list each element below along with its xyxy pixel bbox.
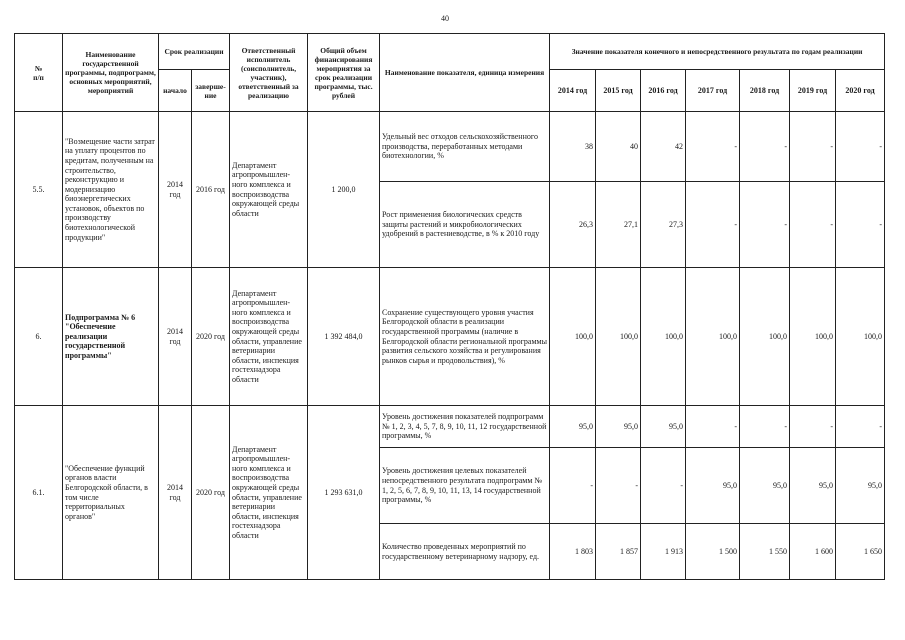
header-year: 2014 год [550,70,596,112]
header-year: 2018 год [740,70,790,112]
indicator-value: 1 600 [790,524,836,580]
header-name: Наименование государственной программы, подпрограмм, основных мероприятий, мероприятий [63,34,159,112]
program-results-table [14,33,885,580]
header-period-start: начало [159,70,192,112]
indicator-value: - [686,406,740,448]
row-funding: 1 392 484,0 [308,268,380,406]
indicator-value: 95,0 [641,406,686,448]
indicator-value: 1 803 [550,524,596,580]
row-num: 5.5. [15,112,63,268]
indicator-name: Уровень достижения целевых показателей непосредственного результата подпрограмм № 1, 2, 5, 6, 7, 8, 9, 10, 11, 13, 14 государственной программы, % [380,448,550,524]
row-end: 2016 год [192,112,230,268]
row-end: 2020 год [192,406,230,580]
indicator-value: 95,0 [686,448,740,524]
indicator-value: 100,0 [686,268,740,406]
indicator-value: - [836,182,885,268]
indicator-name: Количество проведенных мероприятий по государственному ветеринарному надзору, ед. [380,524,550,580]
indicator-value: 27,1 [596,182,641,268]
indicator-value: 95,0 [790,448,836,524]
row-executor: Департамент агропромышлен-ного комплекса и воспроизводства окружающей среды области, управление ветеринарии области, инспекция гостехнадзора области [230,268,308,406]
indicator-value: 95,0 [550,406,596,448]
indicator-value: 26,3 [550,182,596,268]
header-num: № п/п [15,34,63,112]
header-year: 2019 год [790,70,836,112]
row-name: "Возмещение части затрат на уплату процентов по кредитам, полученным на строительство, реконструкцию и модернизацию биоэнергетических установок, объектов по производству биотехнологической продукции" [63,112,159,268]
indicator-value: 40 [596,112,641,182]
indicator-value: - [550,448,596,524]
indicator-name: Рост применения биологических средств защиты растений и микробиологических удобрений в растениеводстве, в % к 2010 году [380,182,550,268]
row-num: 6.1. [15,406,63,580]
indicator-value: 95,0 [836,448,885,524]
indicator-value: 1 550 [740,524,790,580]
indicator-value: 100,0 [836,268,885,406]
indicator-name: Уровень достижения показателей подпрограмм № 1, 2, 3, 4, 5, 7, 8, 9, 10, 11, 12 государственной программы, % [380,406,550,448]
row-funding: 1 200,0 [308,112,380,268]
indicator-value: - [740,182,790,268]
indicator-value: - [790,182,836,268]
indicator-value: - [641,448,686,524]
indicator-value: - [790,406,836,448]
indicator-value: - [790,112,836,182]
indicator-value: - [740,112,790,182]
row-start: 2014 год [159,268,192,406]
indicator-value: - [686,182,740,268]
indicator-value: 100,0 [550,268,596,406]
indicator-name: Удельный вес отходов сельскохозяйственного производства, переработанных методами биотехнологии, % [380,112,550,182]
row-name: Подпрограмма № 6 "Обеспечение реализации государственной программы" [63,268,159,406]
indicator-value: - [836,406,885,448]
header-values-title: Значение показателя конечного и непосредственного результата по годам реализации [550,34,885,70]
row-executor: Департамент агропромышлен-ного комплекса и воспроизводства окружающей среды области, управление ветеринарии области, инспекция гостехнадзора области [230,406,308,580]
row-funding: 1 293 631,0 [308,406,380,580]
indicator-value: - [836,112,885,182]
indicator-value: 95,0 [596,406,641,448]
header-year: 2017 год [686,70,740,112]
table-row [15,112,885,182]
indicator-value: 100,0 [596,268,641,406]
header-period: Срок реализации [159,34,230,70]
row-num: 6. [15,268,63,406]
indicator-value: 100,0 [740,268,790,406]
header-year: 2015 год [596,70,641,112]
indicator-value: - [596,448,641,524]
row-name: "Обеспечение функций органов власти Белгородской области, в том числе территориальных органов" [63,406,159,580]
header-funding: Общий объем финансирования мероприятия за срок реализации программы, тыс. рублей [308,34,380,112]
indicator-value: 1 650 [836,524,885,580]
page-number: 40 [441,14,449,23]
row-start: 2014 год [159,406,192,580]
indicator-value: 42 [641,112,686,182]
indicator-name: Сохранение существующего уровня участия Белгородской области в реализации государственной программы (наличие в Белгородской области региональной программы развития сельского хозяйства и регулирования рынков сырья и продовольствия), % [380,268,550,406]
header-year: 2016 год [641,70,686,112]
row-executor: Департамент агропромышлен-ного комплекса и воспроизводства окружающей среды области [230,112,308,268]
indicator-value: 27,3 [641,182,686,268]
indicator-value: 1 913 [641,524,686,580]
row-start: 2014 год [159,112,192,268]
row-end: 2020 год [192,268,230,406]
indicator-value: 100,0 [641,268,686,406]
header-executor: Ответственный исполнитель (соисполнитель, участник), ответственный за реализацию [230,34,308,112]
table-row [15,268,885,406]
header-period-end: заверше-ние [192,70,230,112]
indicator-value: 100,0 [790,268,836,406]
indicator-value: 95,0 [740,448,790,524]
indicator-value: 1 500 [686,524,740,580]
indicator-value: 38 [550,112,596,182]
header-indicator: Наименование показателя, единица измерения [380,34,550,112]
indicator-value: - [740,406,790,448]
indicator-value: - [686,112,740,182]
table-row [15,406,885,448]
indicator-value: 1 857 [596,524,641,580]
header-year: 2020 год [836,70,885,112]
